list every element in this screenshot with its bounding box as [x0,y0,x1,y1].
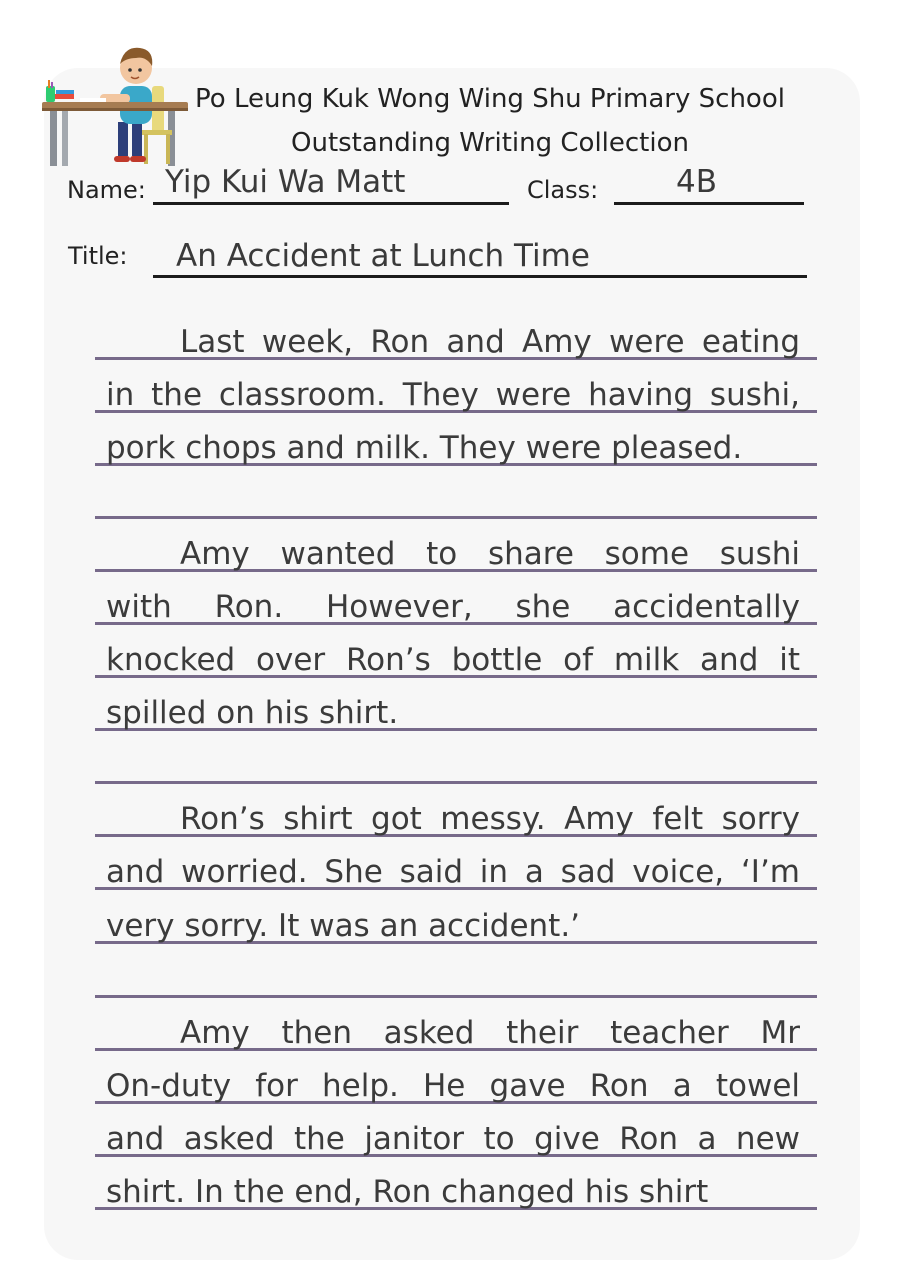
essay-line: and asked the janitor to give Ron a new [106,1121,800,1157]
essay-line: with Ron. However, she accidentally [106,589,800,625]
name-underline [153,202,509,205]
essay-line: shirt. In the end, Ron changed his shirt [106,1174,709,1210]
essay-line: Amy wanted to share some sushi [180,536,800,572]
essay-line: knocked over Ron’s bottle of milk and it [106,642,800,678]
essay-line: in the classroom. They were having sushi, [106,377,800,413]
essay-line: spilled on his shirt. [106,695,399,731]
child-writing-at-desk-illustration [40,38,192,168]
title-underline [153,275,807,278]
ruled-line [95,781,817,784]
essay-line: Amy then asked their teacher Mr [180,1015,800,1051]
class-label: Class: [527,176,599,204]
name-value: Yip Kui Wa Matt [165,164,406,200]
title-value: An Accident at Lunch Time [176,238,590,274]
school-name-heading: Po Leung Kuk Wong Wing Shu Primary School [195,84,785,114]
essay-line: pork chops and milk. They were pleased. [106,430,743,466]
essay-line: very sorry. It was an accident.’ [106,908,581,944]
ruled-line [95,516,817,519]
class-value: 4B [676,164,717,200]
essay-line: and worried. She said in a sad voice, ‘I’m [106,854,800,890]
essay-line: Last week, Ron and Amy were eating [180,324,800,360]
collection-name-heading: Outstanding Writing Collection [291,128,689,158]
ruled-line [95,995,817,998]
name-label: Name: [67,176,146,204]
title-label: Title: [68,242,128,270]
class-underline [614,202,804,205]
essay-line: Ron’s shirt got messy. Amy felt sorry [180,801,800,837]
essay-line: On-duty for help. He gave Ron a towel [106,1068,800,1104]
